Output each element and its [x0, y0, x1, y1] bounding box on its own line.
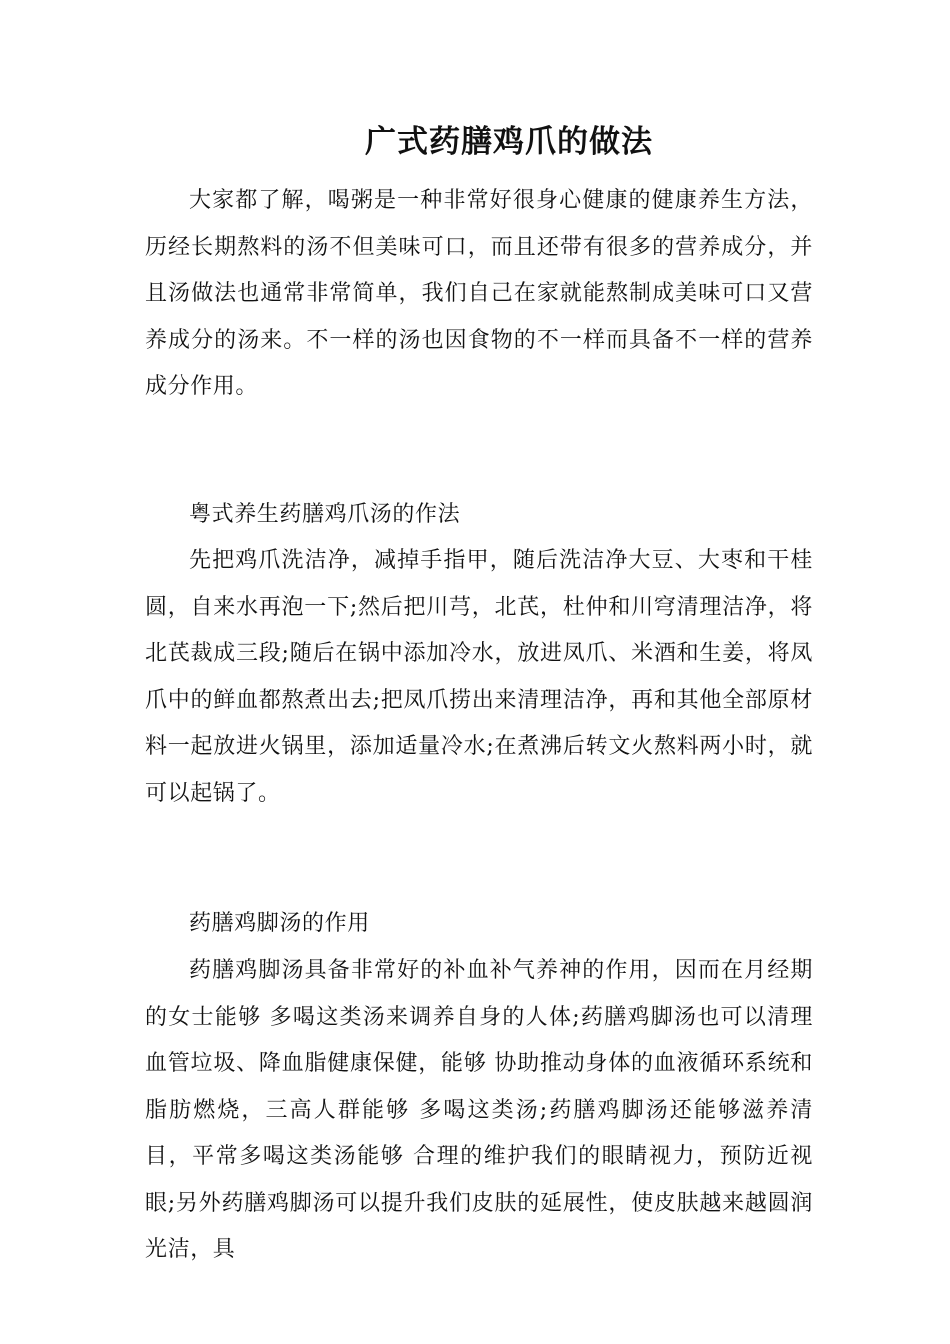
section-heading-recipe: 粤式养生药膳鸡爪汤的作法: [189, 502, 461, 527]
recipe-paragraph: 先把鸡爪洗洁净，减掉手指甲，随后洗洁净大豆、大枣和干桂圆，自来水再泡一下;然后把川芎，北芪，杜仲和川穹清理洁净，将北芪裁成三段;随后在锅中添加冷水，放进凤爪、米酒和生姜，将凤爪中的鲜血都熬煮出去;把凤爪捞出来清理洁净，再和其他全部原材料一起放进火锅里，添加适量冷水;在煮沸后转文火熬料两小时，就可以起锅了。: [145, 548, 813, 806]
section-heading-benefits: 药膳鸡脚汤的作用: [189, 911, 370, 936]
document-title: 广式药膳鸡爪的做法: [365, 124, 653, 160]
benefits-paragraph: 药膳鸡脚汤具备非常好的补血补气养神的作用，因而在月经期的女士能够 多喝这类汤来调养自身的人体;药膳鸡脚汤也可以清理血管垃圾、降血脂健康保健，能够 协助推动身体的血液循环系统和脂肪燃烧，三高人群能够 多喝这类汤;药膳鸡脚汤还能够滋养清目，平常多喝这类汤能够 合理的维护我们的眼睛视力，预防近视眼;另外药膳鸡脚汤可以提升我们皮肤的延展性，使皮肤越来越圆润光洁，具: [145, 958, 813, 1262]
intro-paragraph: 大家都了解，喝粥是一种非常好很身心健康的健康养生方法，历经长期熬料的汤不但美味可口，而且还带有很多的营养成分，并且汤做法也通常非常简单，我们自己在家就能熬制成美味可口又营养成分的汤来。不一样的汤也因食物的不一样而具备不一样的营养成分作用。: [145, 188, 813, 399]
